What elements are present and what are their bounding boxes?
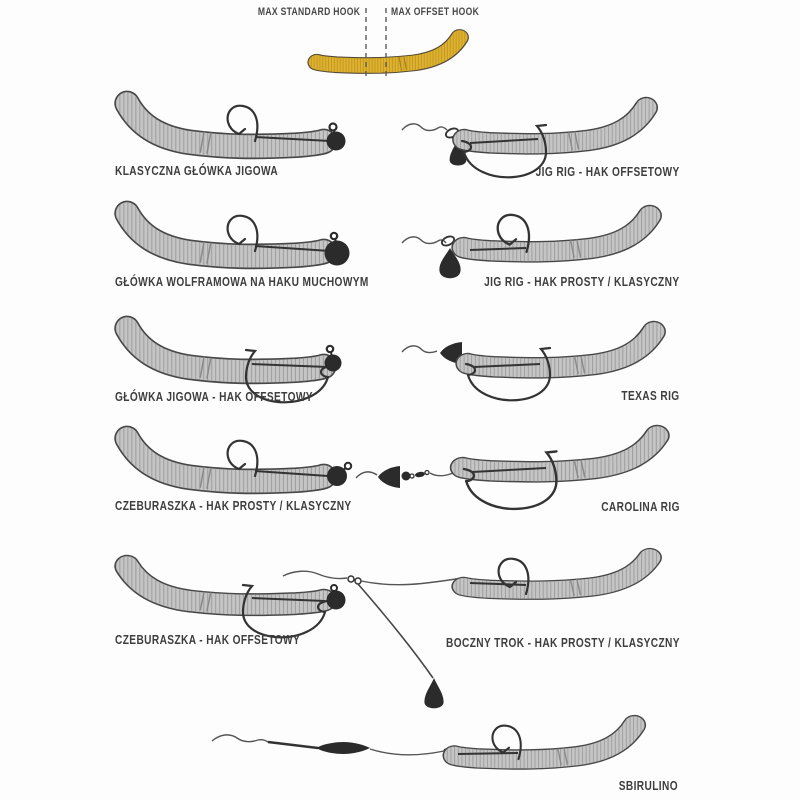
rig-jig-rig-hak-prosty bbox=[402, 215, 650, 278]
soft-worm bbox=[454, 725, 634, 765]
swivel bbox=[415, 471, 426, 478]
jig-eyelet-stem bbox=[334, 131, 335, 134]
rig-label-czeburaszka-hak-prosty: CZEBURASZKA - HAK PROSTY / KLASYCZNY bbox=[115, 498, 352, 513]
rig-glowka-wolframowa bbox=[127, 213, 349, 265]
rig-label-glowka-jigowa-offsetowy: GŁÓWKA JIGOWA - HAK OFFSETOWY bbox=[115, 389, 313, 404]
rig-label-sbirulino: SBIRULINO bbox=[618, 778, 678, 793]
swivel-ring bbox=[410, 474, 414, 478]
cheburashka-wire-loop bbox=[331, 585, 337, 591]
cheburashka-ball bbox=[327, 591, 346, 610]
jig-eyelet-stem bbox=[331, 353, 332, 356]
soft-worm bbox=[127, 213, 324, 263]
soft-worm bbox=[464, 558, 650, 596]
max-offset-hook-label: MAX OFFSET HOOK bbox=[391, 6, 480, 18]
rig-texas bbox=[402, 332, 654, 401]
soft-worm bbox=[127, 103, 324, 153]
swivel-ring bbox=[348, 576, 354, 582]
rig-label-carolina-rig: CAROLINA RIG bbox=[601, 499, 680, 514]
dropper-line bbox=[358, 584, 433, 678]
size-guide bbox=[317, 8, 460, 78]
leader-line bbox=[370, 749, 444, 755]
rig-label-glowka-wolframowa: GŁÓWKA WOLFRAMOWA NA HAKU MUCHOWYM bbox=[115, 274, 369, 289]
rig-boczny-trok bbox=[283, 558, 650, 709]
swivel-ring bbox=[355, 578, 361, 584]
leader-line bbox=[361, 578, 462, 585]
fishing-line bbox=[402, 237, 446, 244]
soft-worm bbox=[468, 332, 654, 374]
rig-czeburaszka-offsetowy bbox=[127, 566, 345, 637]
rig-label-boczny-trok: BOCZNY TROK - HAK PROSTY / KLASYCZNY bbox=[446, 635, 680, 650]
soft-worm bbox=[127, 566, 324, 611]
rig-label-klasyczna-glowka-jigowa: KLASYCZNA GŁÓWKA JIGOWA bbox=[115, 163, 279, 178]
rig-klasyczna-glowka-jigowa bbox=[127, 103, 345, 153]
main-line bbox=[283, 571, 347, 578]
bullet-weight bbox=[378, 466, 400, 488]
teardrop-weight bbox=[424, 678, 443, 708]
rig-label-jig-rig-hak-offsetowy: JIG RIG - HAK OFFSETOWY bbox=[536, 164, 680, 179]
jig-eyelet-stem bbox=[335, 239, 336, 242]
bead bbox=[402, 472, 411, 481]
swivel-ring bbox=[425, 471, 429, 475]
jig-head-ball bbox=[325, 355, 342, 372]
soft-worm bbox=[127, 438, 324, 488]
tungsten-head-ball bbox=[325, 241, 350, 266]
rig-sbirulino bbox=[212, 725, 634, 765]
float-antenna bbox=[268, 742, 318, 748]
fishing-line bbox=[402, 124, 447, 131]
cheburashka-wire bbox=[343, 468, 346, 470]
fishing-line bbox=[356, 472, 377, 478]
fishing-line bbox=[212, 735, 268, 742]
jig-eyelet bbox=[327, 346, 333, 352]
soft-worm bbox=[464, 216, 650, 258]
sbirolino-float bbox=[316, 742, 370, 754]
rig-label-texas-rig: TEXAS RIG bbox=[621, 388, 680, 403]
soft-worm bbox=[127, 328, 324, 378]
reference-worm-yellow bbox=[317, 37, 460, 70]
rig-label-jig-rig-hak-prosty: JIG RIG - HAK PROSTY / KLASYCZNY bbox=[484, 274, 680, 289]
soft-worm bbox=[464, 108, 646, 150]
hook-shank bbox=[458, 753, 518, 754]
jig-head-ball bbox=[327, 132, 346, 151]
jig-eyelet bbox=[331, 233, 337, 239]
max-standard-hook-label: MAX STANDARD HOOK bbox=[257, 6, 360, 18]
jig-eyelet bbox=[330, 124, 337, 131]
rig-carolina bbox=[356, 436, 657, 509]
fishing-line bbox=[402, 346, 437, 353]
rig-label-czeburaszka-hak-offsetowy: CZEBURASZKA - HAK OFFSETOWY bbox=[115, 632, 301, 647]
rig-czeburaszka-prosty bbox=[127, 438, 351, 488]
